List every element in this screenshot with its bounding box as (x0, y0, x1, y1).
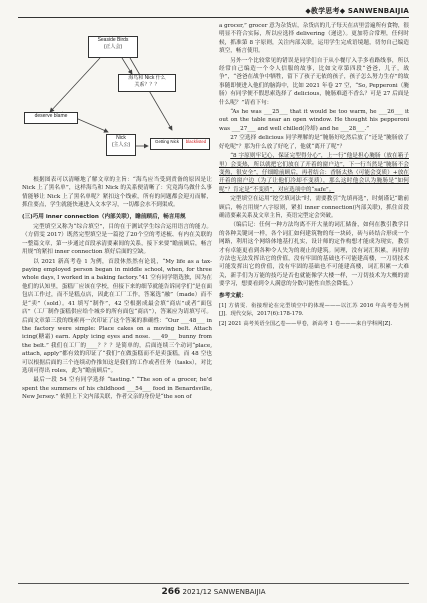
paragraph: 另外一个比较常见的错误是同学们自于从小餐厅入手多看路线事，所以经常自己编造一个令人信服的故事，比如文章第四段“爸爸，儿子，战争”，“爸爸在战争中牺牲，留下了孩子无依的孩子，孩子怎么努力生存”的故事随即便进入他们的脑海中，比如 2021 年卷 27 空，“So, Pepperoni（腌肠）有同学便不假思索选择了 delicious，腌肠难道不香么？可是 27 后面是什么呢？”请看下句： (219, 57, 409, 106)
paragraph: a grocer,” grocer 意为杂货店，杂货店的儿子每天在店里尝遍所有食物，很明显不符合实际，所以应选择 delivering（递送）。更加符合常理，任何时候，抓准第 8 字原则，关注内部关联，运用学生完成语境题，切勿自己编造填空，畅言使用。 (219, 23, 410, 55)
page-number: 266 (161, 587, 181, 597)
node-nick: Nick (主人公) (106, 134, 136, 156)
reference-item: [1] 方倩雯．衔接理论在完型填空中的体现———以江苏 2016 年高考卷为例[J]．现代交际，2017(6):178-179. (219, 303, 409, 318)
header-rule (18, 17, 409, 18)
paragraph: 根据图表可以清晰地了解文章的主旨：“海鸟应当受到責备的原因是让 Nick 上了黑名单”，这样海鸟和 Nick 的关系便清晰了：究竟海鸟做什么事情能够让 Nick 上了黑名单呢？紧扣这个线索，所有的问题都会迎刃而解，抓住要点，学生就能快速进入文本学习，一切都会水不到渠成。 (22, 177, 212, 209)
node-question: 海鸟和 Nick 什么 关系？？？ (118, 74, 176, 92)
node-seaside-birds: Seaside Birds (正人会) (88, 36, 138, 58)
paragraph: 以 2021 新高考卷 1 为例，首段休然然有论说，“My life as a tax-paying employed person began in middle school, when, for three whole days, I worked in a baking factory.”41 空有同学错选独，因为在他们的认知里，蛋糕厂应该在学校，但接下来的细节就能告诉同学们“是在面包店工作过，而不是糕点店，因此在工厂工作，答案选“融”（made）而不是“卖”（sold）。41 填写“制作”，42 空根据成最会填“商店”或者“面包店”（工厂制作蛋糕供应给个城乡的所有面包“商店”），答案应为请填写可。后面文章第三段的线索再一次印证了这个答案的准确性：“Our ___48___ in the factory were simple: Place cakes on a moving belt. Attach icing(糖霜) earn. Apply icing eyes and nose. ___49___ bunny from the belt.” 我们在工厂的____？？？是简单的，后面连续三个动词“place, attach, apply”都有效的印证了“我们”在做蛋糕而不是卖蛋糕，而 48 空也可以根据后面的三个连续动作推知这是我们的工作或者任务（tasks），对比选项可得出 roles，此为“瞻前顾后”。 (22, 258, 212, 374)
paragraph: （编后记：任何一种方法均离不开大量的词汇储备，如何在教引教学目的各种关键词一样，各个词汇如何建筑物的每一块砖，砖与砖结合形成一个网路，利用这个网络体地基打扎实，设计师的定作构想才能成为现实，教引才有卓能更看到各种令人失为的观止的建筑。同理，没有词汇积累，再好的方法也无法发挥出它的价值，没有牢固的基础也不可能建高楼，一刀切技术可能发挥出它的价值，没有牢固的基础也不可能建高楼，词汇积累一大难关，新手们为万能的技巧是否也就能像学大楼一样，一刀切技术为大概的需要学习，想要看到令人满意的分数可能性自然会降低。） (219, 222, 409, 288)
mind-map-diagram (22, 22, 212, 172)
paragraph: “8 字原则牢记心，保证完型得分心”，上一行“他是担心腌肠（放在箱子里）会变热，所以就把它们放在了开着的窗户边”，下一行当然是“腌肠不会变热，很安全”，仔细瞻前顾后，再者结合：香肠太热（可能会变质）+放在开着的窗户边（为了让他们冷却不变质），那么这时他会认为腌肠是“如何呢”？肯定是“不变质”，对应选项中的“safe”。 (219, 153, 409, 193)
paragraph: 完型填空又称为“综合填空”，目的在于测试学生综合运用语言的能力。（方倩雯 2017）既然完型填空是一篇挖了20个空的考述梳、有内在关联的一整篇文章，第一步通过首段承清要素间的关系，接下来要“瞻前顾后，畅言用规”的紧扣 inner connection 填好后面的空缺。 (22, 224, 212, 256)
section-heading: (三)巧用 inner connection（内部关联），瞻前顾后，畅言用规 (22, 213, 186, 220)
paragraph: 最后一段 54 空有同学选择 “tasting.” “The son of a grocer, he’d spent the summers of his childhood ___54___ food in Benardsville, New Jersey.” 依照上下文内部关联，作者父亲的身份是“the son of (22, 377, 212, 401)
paragraph: 27 空选择 delicious 同学理解的是“腌肠好吃然后放了”还是“腌肠放了好吃呢”？那为什么放了好吃了，他就“离开了呢”？ (219, 135, 409, 150)
node-blacklisted: blacklisted (182, 138, 210, 150)
node-getting-nick: Getting Nick (150, 138, 184, 150)
paragraph: 完型填空在运用“挖空填词法”时，需要教引“先填再选”，时刻谨记“瞻前顾后，畅言用规”八字原则，紧扣 inner connection(内部关联)，抓住首段确清要素关系及文章主旨，英语完型定会突破。 (219, 196, 409, 219)
page-footer (0, 587, 427, 597)
page-header: ◆教学思考◆ SANWENBAIJIA (305, 7, 409, 15)
issue-label: 2021/12 SANWENBAIJIA (182, 588, 266, 596)
right-column (219, 22, 409, 329)
references-title: 参考文献： (219, 292, 247, 299)
references (219, 292, 409, 329)
reference-item: [2] 2021 高考英语全国乙卷——甲卷，新高考 1 卷———来自学科网[Z]. (219, 320, 393, 327)
left-column (22, 22, 212, 403)
node-deserve-blame: deserve blame (24, 112, 78, 124)
paragraph: “As he was ___25___ that it would be too warm, he ___26___ it out on the table near an open window. He thought his pepperoni was ___27___ and well chilled(冷却) and he ___28___.” (219, 109, 409, 132)
footer-rule (18, 583, 409, 584)
